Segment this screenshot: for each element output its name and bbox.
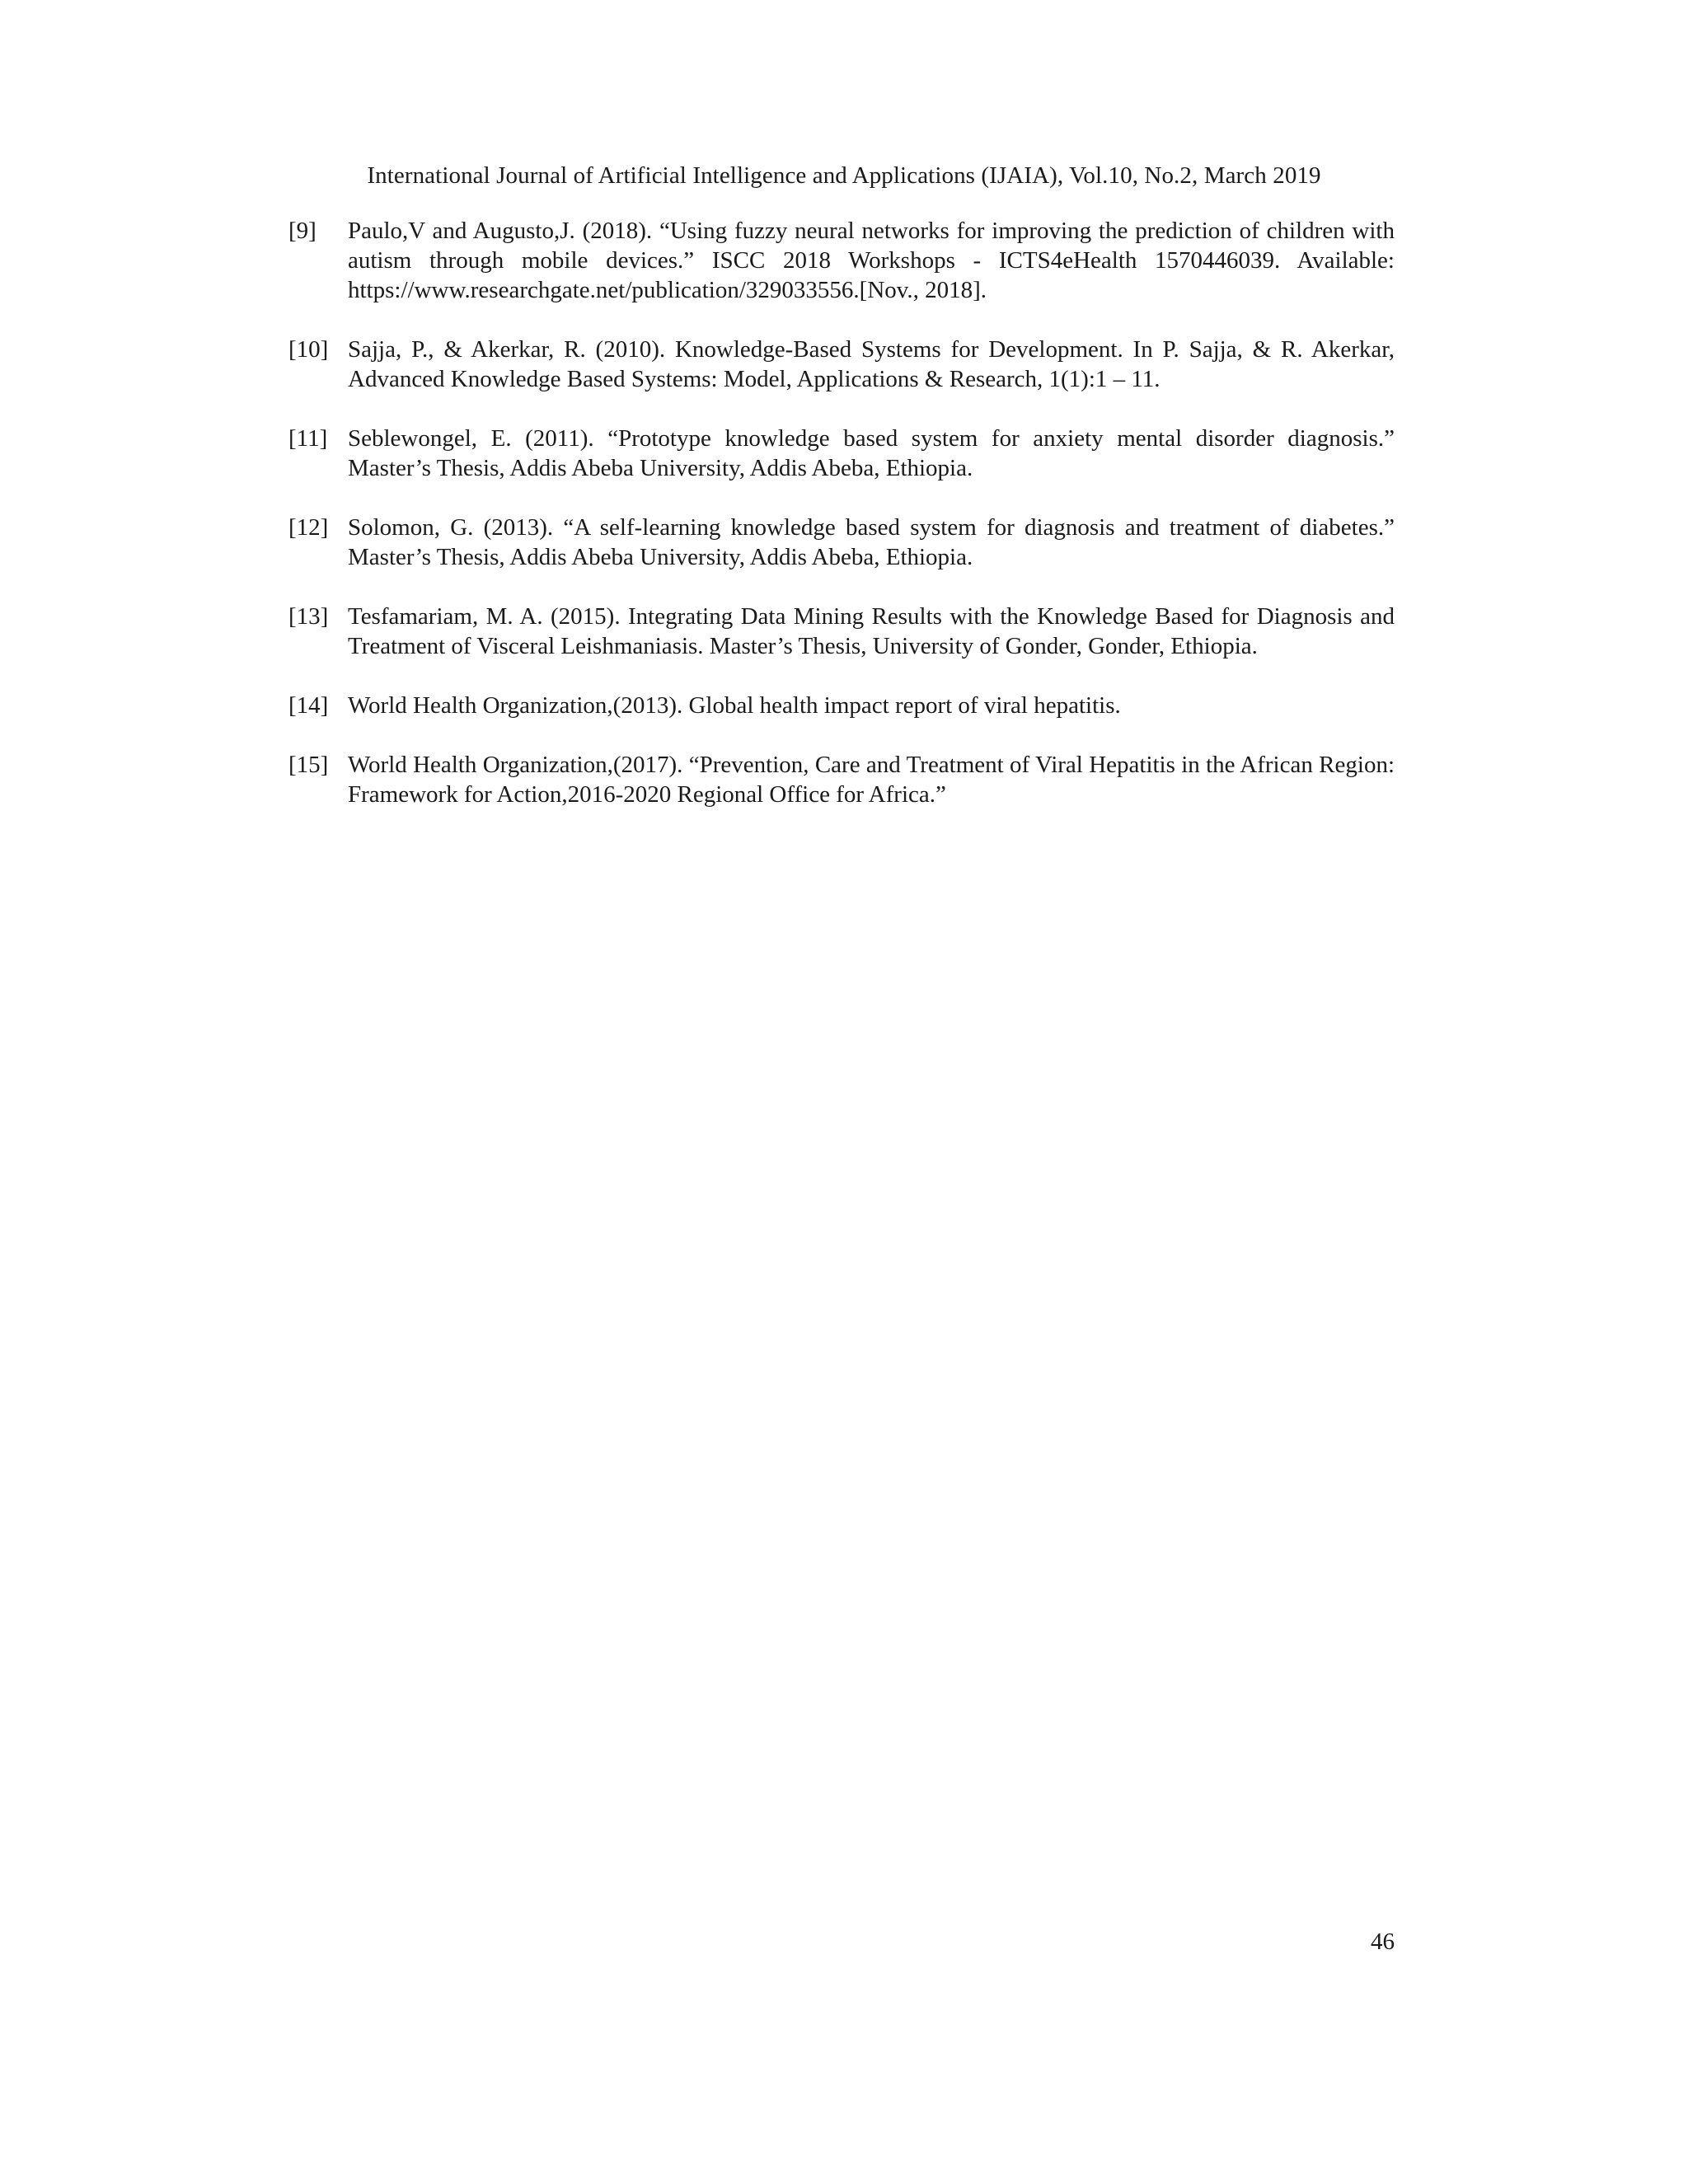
reference-number: [9] [288, 218, 316, 244]
reference-number: [11] [288, 425, 328, 452]
reference-number: [15] [288, 752, 329, 778]
running-header: International Journal of Artificial Intelligence and Applications (IJAIA), Vol.10, No.2, March 2019 [367, 162, 1321, 189]
reference-item-9 [288, 216, 1395, 305]
reference-text: Sajja, P., & Akerkar, R. (2010). Knowledge-Based Systems for Development. In P. Sajja, & R. Akerkar, Advanced Knowledge Based Systems: Model, Applications & Research, 1(1):1 – 11. [348, 336, 1395, 392]
reference-text: Seblewongel, E. (2011). “Prototype knowledge based system for anxiety mental disorder diagnosis.” Master’s Thesis, Addis Abeba University, Addis Abeba, Ethiopia. [348, 425, 1395, 481]
reference-text: Paulo,V and Augusto,J. (2018). “Using fuzzy neural networks for improving the prediction of children with autism through mobile devices.” ISCC 2018 Workshops - ICTS4eHealth 1570446039. Available: https://www.researchgate.net/publication/329033556.[Nov., 2018]. [348, 218, 1395, 303]
reference-item-10 [288, 335, 1395, 394]
reference-text: Tesfamariam, M. A. (2015). Integrating Data Mining Results with the Knowledge Based for Diagnosis and Treatment of Visceral Leishmaniasis. Master’s Thesis, University of Gonder, Gonder, Ethiopia. [348, 603, 1395, 659]
reference-number: [14] [288, 692, 329, 719]
reference-list [288, 216, 1395, 839]
reference-item-13 [288, 602, 1395, 661]
page-number: 46 [1371, 1929, 1395, 1955]
reference-item-14 [288, 691, 1395, 720]
reference-text: World Health Organization,(2013). Global health impact report of viral hepatitis. [348, 692, 1121, 719]
reference-item-11 [288, 424, 1395, 483]
reference-number: [13] [288, 603, 329, 630]
reference-text: World Health Organization,(2017). “Prevention, Care and Treatment of Viral Hepatitis in the African Region: Framework for Action,2016-2020 Regional Office for Africa.” [348, 752, 1395, 808]
reference-text: Solomon, G. (2013). “A self-learning knowledge based system for diagnosis and treatment of diabetes.” Master’s Thesis, Addis Abeba University, Addis Abeba, Ethiopia. [348, 514, 1395, 570]
reference-number: [12] [288, 514, 329, 541]
reference-item-12 [288, 513, 1395, 572]
reference-item-15 [288, 750, 1395, 809]
reference-number: [10] [288, 336, 329, 363]
